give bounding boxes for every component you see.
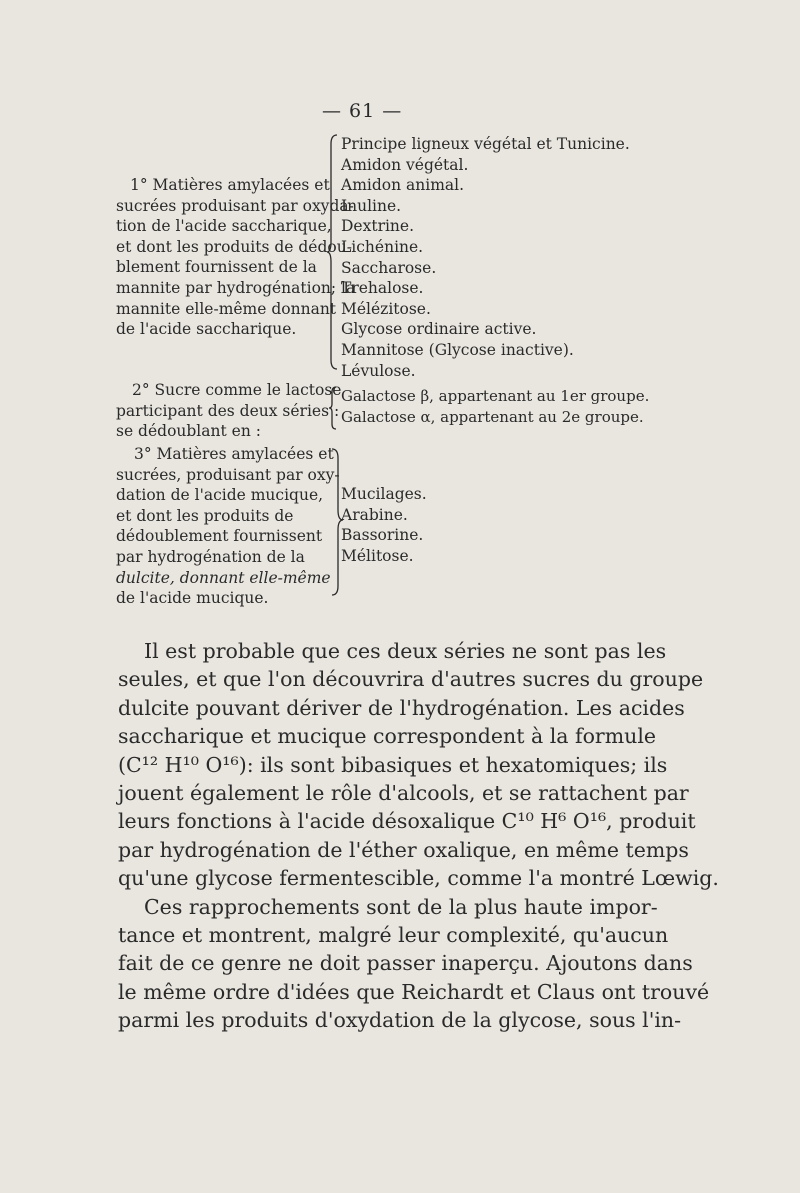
group3-item: Mucilages. <box>341 485 427 503</box>
group2-line: 2° Sucre comme le lactose <box>132 381 342 399</box>
group1-item: Amidon végétal. <box>341 155 469 174</box>
text-line: fait de ce genre ne doit passer inaperçu. Ajoutons dans <box>118 951 693 976</box>
text-line: par hydrogénation de l'éther oxalique, en même temps <box>118 837 689 862</box>
group1-brace <box>326 134 340 370</box>
text-line: tance et montrent, malgré leur complexité, qu'aucun <box>118 923 669 948</box>
text-line: parmi les produits d'oxydation de la glycose, sous l'in- <box>118 1008 682 1033</box>
group3-item: Mélitose. <box>341 546 414 565</box>
text-line: (C¹² H¹⁰ O¹⁶): ils sont bibasiques et hexatomiques; ils <box>118 752 668 777</box>
group1-line: et dont les produits de dédou- <box>116 237 352 256</box>
group1-item: Dextrine. <box>341 217 415 236</box>
text-line: le même ordre d'idées que Reichardt et Claus ont trouvé <box>118 979 710 1004</box>
group1-item: Saccharose. <box>341 258 437 277</box>
group1-list <box>341 134 630 381</box>
group1-item: Principe ligneux végétal et Tunicine. <box>341 135 630 153</box>
group1-item: Lévulose. <box>341 361 416 380</box>
text-line: saccharique et mucique correspondent à la formule <box>118 724 657 749</box>
text-line: leurs fonctions à l'acide désoxalique C¹⁰ H⁶ O¹⁶, produit <box>118 809 696 834</box>
group2-description <box>116 380 342 442</box>
body-text <box>118 637 719 1035</box>
group2-item: Galactose α, appartenant au 2e groupe. <box>341 408 644 426</box>
group3-line: sucrées, produisant par oxy- <box>116 465 340 484</box>
text-line: qu'une glycose fermentescible, comme l'a montré Lœwig. <box>118 866 719 891</box>
group3-item: Bassorine. <box>341 526 424 545</box>
group1-item: Lichénine. <box>341 237 424 256</box>
group3-line: dulcite, donnant elle-même <box>116 568 331 587</box>
group1-line: sucrées produisant par oxyda- <box>116 196 354 215</box>
paragraph-2 <box>118 893 710 1035</box>
group1-item: Trehalose. <box>341 279 424 298</box>
group1-line: de l'acide saccharique. <box>116 320 297 339</box>
group1-item: Glycose ordinaire active. <box>341 320 537 339</box>
group3-description <box>116 444 340 609</box>
group1-item: Mannitose (Glycose inactive). <box>341 340 574 359</box>
page-number: — 61 — <box>322 100 403 122</box>
text-line: dulcite pouvant dériver de l'hydrogénation. Les acides <box>118 695 685 720</box>
group2-list <box>341 386 649 428</box>
group1-line: blement fournissent de la <box>116 258 317 277</box>
group1-line: mannite par hydrogénation; la <box>116 278 356 297</box>
group3-item: Arabine. <box>341 505 408 524</box>
group1-item: Mélézitose. <box>341 299 431 318</box>
group1-line: mannite elle-même donnant <box>116 299 337 318</box>
group2-item: Galactose β, appartenant au 1er groupe. <box>341 387 650 405</box>
group1-item: Amidon animal. <box>341 176 465 195</box>
group3-line: et dont les produits de <box>116 506 294 525</box>
text-line: Il est probable que ces deux séries ne sont pas les <box>144 639 667 663</box>
group3-line: dédoublement fournissent <box>116 527 323 546</box>
group2-line: se dédoublant en : <box>116 422 261 441</box>
group3-list <box>341 484 427 566</box>
group3-line: de l'acide mucique. <box>116 589 269 608</box>
group3-line: 3° Matières amylacées et <box>134 445 334 463</box>
group2-brace <box>328 386 338 430</box>
group3-line: dation de l'acide mucique, <box>116 486 324 505</box>
text-line: Ces rapprochements sont de la plus haute impor- <box>144 894 658 919</box>
text-line: jouent également le rôle d'alcools, et se rattachent par <box>118 781 689 806</box>
group1-line: tion de l'acide saccharique, <box>116 217 332 236</box>
text-line: seules, et que l'on découvrira d'autres sucres du groupe <box>118 667 704 692</box>
group1-item: Inuline. <box>341 196 402 215</box>
group1-description <box>116 175 356 340</box>
group2-line: participant des deux séries : <box>116 401 340 420</box>
paragraph-1 <box>118 637 719 893</box>
group3-line: par hydrogénation de la <box>116 547 305 566</box>
group1-line: 1° Matières amylacées et <box>130 176 330 194</box>
